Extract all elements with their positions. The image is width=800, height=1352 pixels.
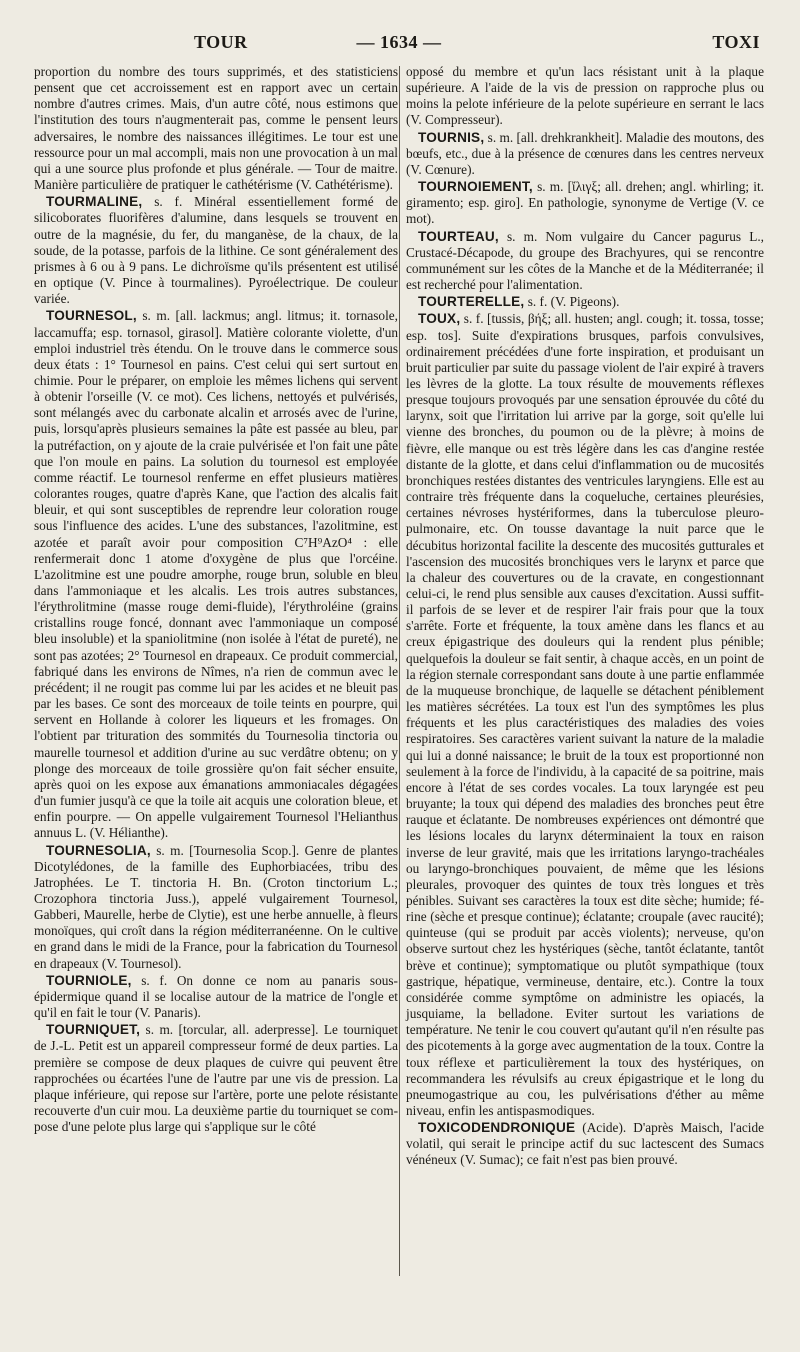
entry-definition: s. m. [Tournesolia Scop.]. Genre de plantes Dicotylédones, de la famille des Euphorbiacées, tribu des Jatrophées. Le T. tinctoria H. Bn. (Croton tinctorium L.; Crozophora tinctoria Juss.), appelé vulgairement Tournesol, Gabberi, Maurelle, herbe de Clytie), est une herbe annuelle, à fleurs monoïques, qui croît dans la région méditerranéenne. On le cultive en grand dans le midi de la France, pour la fabrication du Tournesol en drapeaux (V. Tournesol).: [34, 842, 398, 971]
entry-definition: s. m. [all. lackmus; angl. litmus; it. tornasole, laccamuffa; esp. tornasol, girasol]. Matière colorante violette, d'un emploi industriel très étendu. On le trouve dans le commerce sous deux états : 1° Tournesol en pains. C'est celui qui sert surtout en chimie. Pour le préparer, on emploie les mêmes lichens qui servent à obtenir l'orseille (V. ce mot). Ces lichens, nettoyés et pulvérisés, sont mélangés avec du carbonate alcalin et arrosés avec de l'urine, puis, lorsqu'après plusieurs semaines la pâte est passée au bleu, par la putréfaction, on y ajoute de la craie pulvérisée et l'on fait une pâte que l'on moule en pains. La solution du tournesol est employée comme réactif. Le tournesol renferme en effet plusieurs matières colorantes rouges, quatre d'après Kane, que l'action des alcalis fait bleuir, et qui sont susceptibles de reprendre leur coloration rouge sous l'influence des acides. L'une des substances, l'azolitmine, est azotée et paraît avoir pour composition C⁷H⁹AzO⁴ : elle renfermerait donc 1 atome d'oxygène de plus que l'orcéine. L'azolitmine est une poudre amorphe, rouge brun, soluble en bleu dans l'ammoniaque et les alcalis. Les trois autres substances, l'érythrolitmine (masse rouge demi-fluide), l'érythroléine (grains cristallins rouge foncé, donnant avec l'ammoniaque un composé bleu insoluble) et la spaniolitmine (non isolée à l'état de pureté), ne sont pas azotées; 2° Tournesol en drapeaux. Ce produit commercial, fabriqué dans les environs de Nîmes, n'a rien de commun avec le précédent; il ne rougit pas comme lui par les acides et ne bleuit pas par les bases. Ce sont des morceaux de toile teints en pourpre, qui servent en Hollande à colorer les liqueurs et les fromages. On l'obtient par trituration des sommités du Tournesolia tinctoria ou maurelle tournesol et addition d'urine au suc verdâtre obtenu; on y plonge des morceaux de toile grossière qu'on fait sécher ensuite, après quoi on les expose aux émanations ammoniacales dégagées d'un fumier jusqu'à ce que la toile ait acquis une coloration bleue, et enfin pourpre. — On appelle vulgairement Tournesol l'Helianthus annuus L. (V. Hélianthe).: [34, 308, 398, 841]
entry-definition: s. m. Nom vulgaire du Cancer pagurus L., Crustacé-Décapode, du groupe des Brachyures, qui se rencontre communément sur les côtes de la Manche et de la Méditerranée; il est recherché pour l'alimentation.: [406, 228, 764, 293]
entry-definition: s. f. Minéral essentiellement formé de silicoborates fluorifères d'alumine, dans lesquels se trouvent en outre de la magnésie, du fer, du manganèse, de la chaux, de la soude, de la potasse, parfois de la lithine. Ce sont généralement des prismes à 6 ou à 9 pans. Le dichroïsme qu'ils présentent est utilisé en optique (V. Pince à tourmalines). Pyroélectrique. De couleur variée.: [34, 194, 398, 307]
entry-headword: TOURNESOLIA,: [46, 842, 151, 858]
entry-headword: TOURNIOLE,: [46, 972, 132, 988]
entry-headword: TOURNIS,: [418, 129, 485, 145]
entry-definition: s. m. [ἴλιγξ; all. drehen; angl. whirling; it. giramento; esp. giro]. En pathologie, synonyme de Vertige (V. ce mot).: [406, 179, 764, 227]
page-number: — 1634 —: [356, 32, 442, 52]
right-column: [406, 64, 764, 1169]
dictionary-entry: [34, 973, 398, 1021]
header-right-guide-word: TOXI: [712, 32, 760, 52]
dictionary-entry: [406, 179, 764, 227]
dictionary-entry: [406, 229, 764, 294]
page-footer: [40, 1306, 760, 1326]
entry-headword: TOURNIQUET,: [46, 1022, 141, 1038]
dictionary-entry: [406, 294, 764, 310]
entry-headword: TOURTEAU,: [418, 228, 499, 244]
dictionary-entry: [34, 1022, 398, 1135]
dictionary-entry: [34, 194, 398, 307]
running-header: [34, 32, 764, 58]
header-left-guide-word: TOUR: [194, 32, 248, 52]
entry-definition: s. f. [tussis, βήξ; all. husten; angl. cough; it. tossa, tosse; esp. tos]. Suite d'expirations brusques, parfois convulsives, ordinairement précédées d'une forte inspiration, et produisant un bruit particulier par suite du passage violent de l'air expiré à travers les lèvres de la glotte. La toux résulte de mouvements réflexes presque toujours provoqués par une sensation éprouvée du côté du larynx, soit que l'irritation lui arrive par la gorge, soit qu'elle lui vienne des bronches, du poumon ou de la plèvre; à moins de fièvre, elle manque ou est très légère dans les cas d'angine restée distante de la glotte, et dans celui d'inflammation ou de mucosités bronchiques restées distantes des ventricules laryngiens. Elle est au contraire très fréquente dans la coqueluche, certaines pleurésies, certaines névroses hystériformes, dans la tuberculose pleuro-pulmonaire, etc. On tousse davantage la nuit parce que le décubitus horizontal facilite la descente des mucosités gutturales et l'ascension des mucosités bronchiques vers le larynx et parce que la chaleur des couvertures ou de la cravate, en congestionnant celui-ci, le rend plus sensible aux causes d'excitation. Aussi suffit-il parfois de se lever et de respirer l'air frais pour que la toux s'arrête. Forte et fréquente, la toux amène dans les flancs et au creux épigastrique des douleurs qui la rendent plus pénible; quelquefois la douleur se fait sentir, à chaque accès, en un point de la région sternale correspondant sans doute à une partie enflammée de la muqueuse bronchique, de laquelle se détachent péniblement les matières sécrétées. La toux est l'un des symptômes les plus fréquents et les plus caractéristiques des maladies des voies respiratoires. Ses caractères varient suivant la nature de la maladie qui lui a donné naissance; le bruit de la toux est proportionné non seulement à la force de l'individu, à la capacité de sa poitrine, mais encore à l'état de ses cordes vocales. La toux laryngée est peu bruyante; la toux qui dépend des maladies des bronches peut être rauque et éclatante. De nombreuses expériences ont démontré que les lésions locales du larynx déterminaient la toux en raison inverse de leur gravité, mais que les irritations laryngo-trachéales ou laryngo-bronchiques pouvaient, de même que les lésions pleurales, provoquer des quintes de toux très longues et très pénibles. Suivant ses caractères la toux est dite sèche; humide; férine (sèche et presque continue); éclatante; croupale (avec raucité); quinteuse (qui se produit par accès violents); nerveuse, qu'on observe surtout chez les hystériques (sèche, tantôt éclatante, tantôt brève et continue); symptomatique ou plutôt sympathique (toux gastrique, hépatique, vermineuse, dentaire, etc.). Contre la toux considérée comme symptôme on administre les opiacés, la jusquiame, la belladone. Eviter surtout les variations de température. Ne tenir le cou couvert qu'autant qu'il n'en résulte pas des picotements à la gorge avec augmentation de la toux. Contre la toux réflexe et particulièrement la toux des hystériques, on recommandera les révulsifs au creux épigastrique et le long du pneumogastrique au cou, les pulvérisations d'éther au même niveau, enfin les antispasmodiques.: [406, 311, 764, 1118]
dictionary-entry: [406, 64, 764, 129]
entry-headword: TOURTERELLE,: [418, 294, 525, 310]
entry-definition: s. m. [torcular, all. aderpresse]. Le tourniquet de J.-L. Petit est un appareil compresseur formé de deux parties. La première se compose de deux plaques de cuivre qui peuvent être rapprochées ou écartées l'une de l'autre par une vis de pression. La plaque inférieure, qui repose sur l'artère, porte une pelote résistante recouverte d'un cuir mou. La deuxième partie du tourniquet se compose d'une pelote plus large qui s'applique sur le côté: [34, 1022, 398, 1135]
entry-definition: s. m. [all. drehkrankheit]. Maladie des moutons, des bœufs, etc., due à la présence de cœnures dans les centres nerveux (V. Cœnure).: [406, 129, 764, 177]
entry-definition: (Acide). D'après Maisch, l'acide volatil, qui serait le principe actif du suc lactescent des Sumacs vénéneux (V. Sumac); ce fait n'est pas bien prouvé.: [406, 1120, 764, 1168]
entry-headword: TOUX,: [418, 311, 461, 327]
entry-headword: TOURMALINE,: [46, 194, 143, 210]
dictionary-entry: [406, 130, 764, 178]
entry-definition: s. f. (V. Pigeons).: [524, 294, 620, 310]
column-divider: [399, 66, 400, 1276]
dictionary-entry: [34, 843, 398, 972]
left-column: [34, 64, 398, 1135]
dictionary-entry: [34, 64, 398, 193]
entry-headword: TOXICODENDRONIQUE: [418, 1120, 576, 1136]
entry-definition: proportion du nombre des tours supprimés, et des statisticiens pensent que cet accroissement est en rapport avec un certain nombre d'autres crimes. Mais, d'un autre côté, nous estimons que l'institution des tours n'augmenterait pas, comme le pensent leurs adversaires, le nombre des naissances illégitimes. Le tour est une ressource pour un mal accompli, mais non une provocation à un mal qui a une source plus profonde et plus générale. — Tour de maitre. Manière particulière de pratiquer le cathétérisme (V. Cathétérisme).: [34, 64, 398, 193]
entry-definition: opposé du membre et qu'un lacs résistant unit à la plaque supérieure. A l'aide de la vis de pression on rapproche plus ou moins la pelote inférieure de la pelote supérieure en serrant le lacs (V. Compresseur).: [406, 64, 764, 128]
entry-headword: TOURNESOL,: [46, 308, 137, 324]
entry-definition: s. f. On donne ce nom au panaris sous-épidermique quand il se localise autour de la matrice de l'ongle et qu'il en fait le tour (V. Panaris).: [34, 972, 398, 1021]
dictionary-entry: [406, 1120, 764, 1168]
dictionary-entry: [406, 311, 764, 1119]
dictionary-entry: [34, 308, 398, 841]
entry-headword: TOURNOIEMENT,: [418, 179, 533, 195]
